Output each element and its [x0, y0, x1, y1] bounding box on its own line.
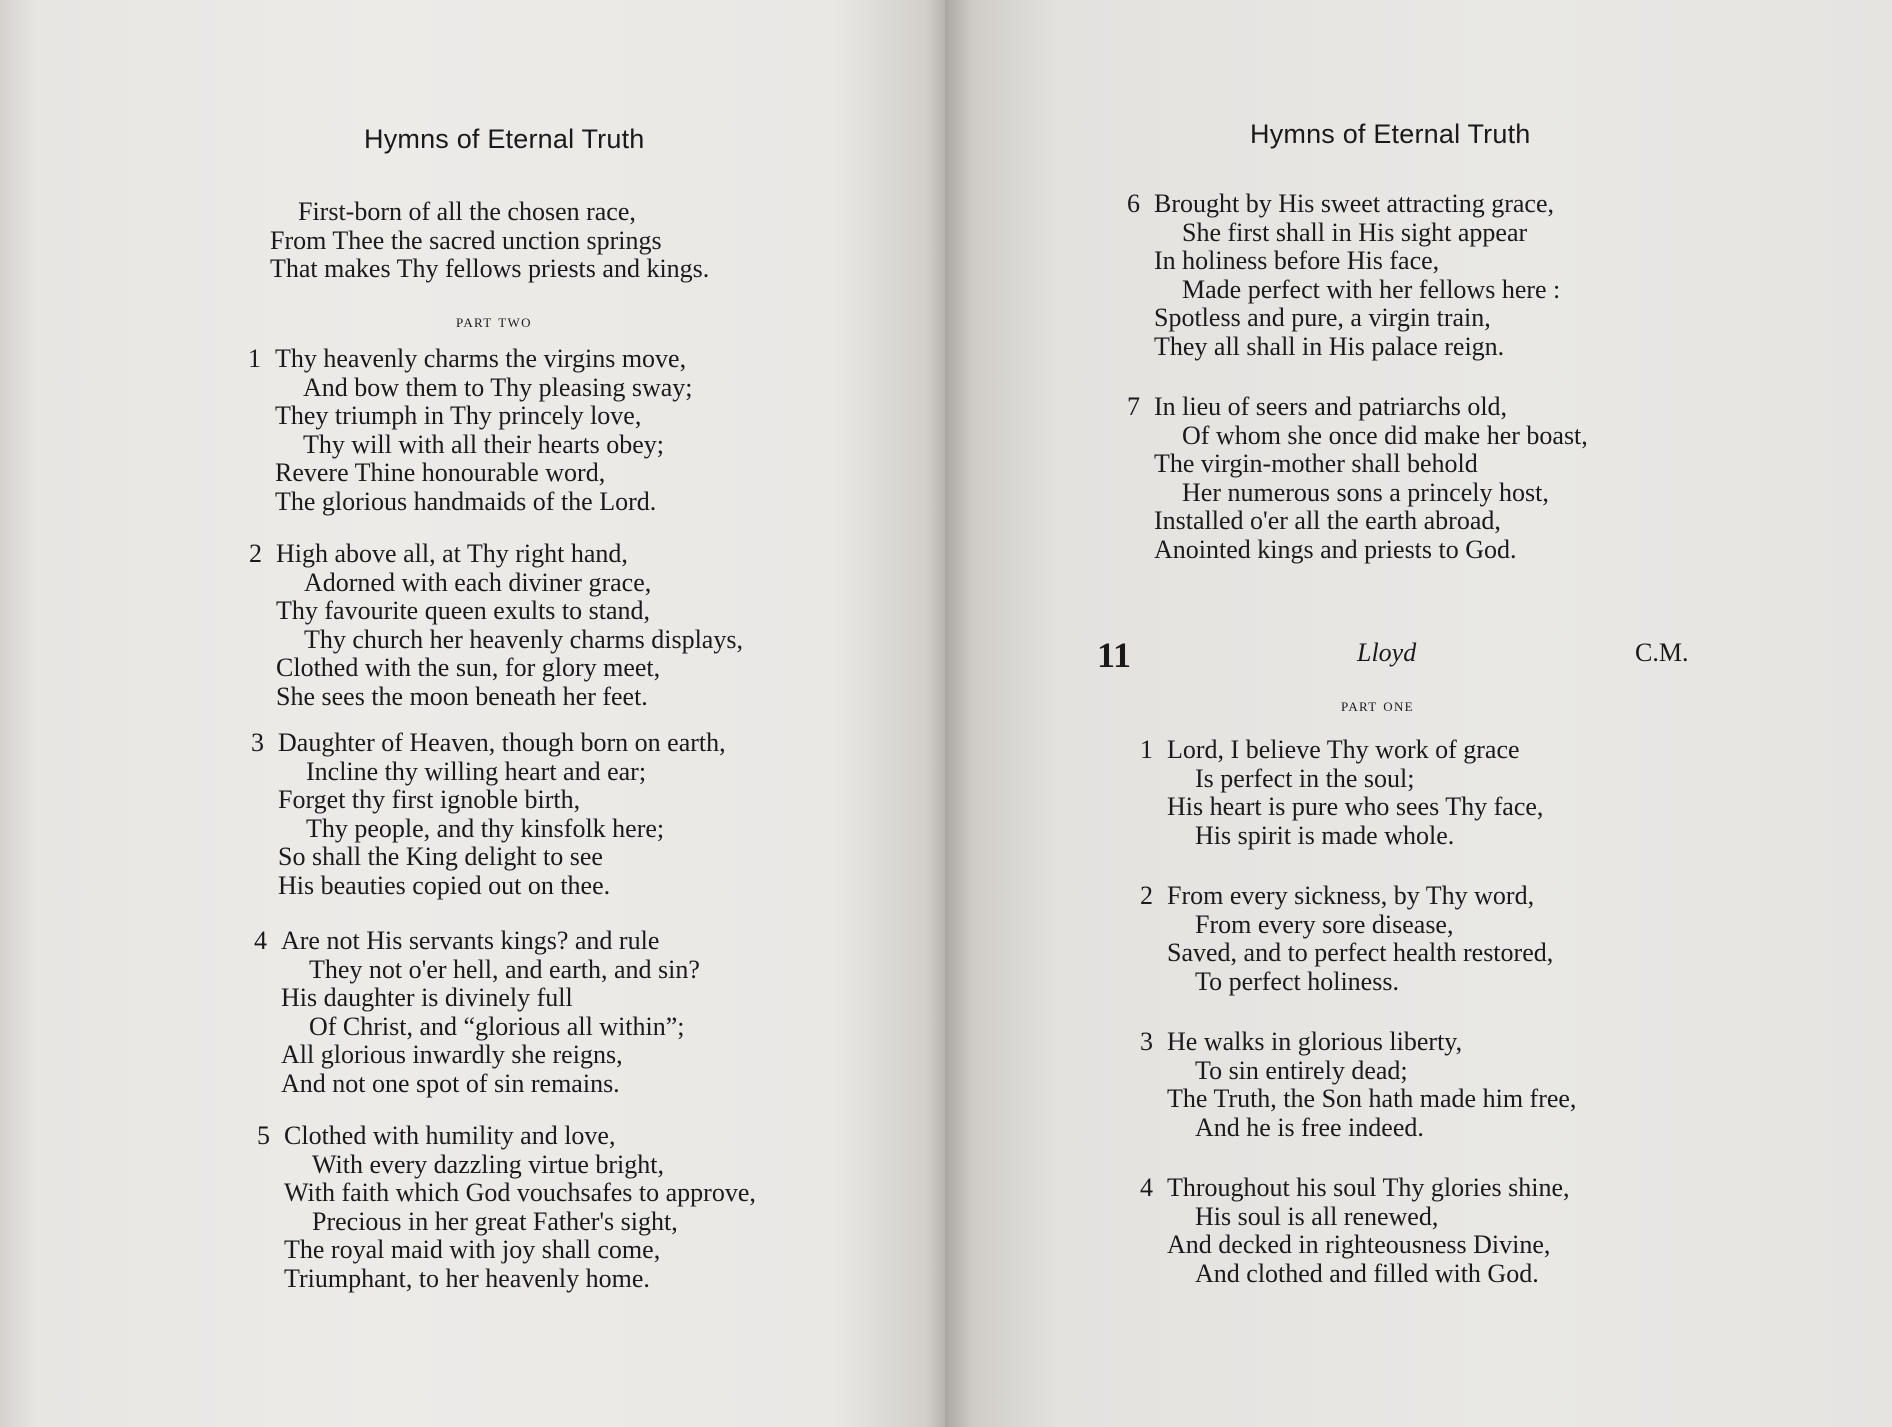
verse-line: His spirit is made whole. — [1195, 820, 1455, 850]
verse-number: 2 — [1140, 881, 1153, 910]
verse-line: She sees the moon beneath her feet. — [276, 681, 648, 711]
verse-number: 3 — [251, 728, 264, 757]
verse-line: Saved, and to perfect health restored, — [1167, 938, 1554, 967]
verse-line: In holiness before His face, — [1154, 246, 1440, 275]
verse-3 — [251, 728, 726, 900]
part-heading: part one — [1341, 695, 1414, 715]
verse-number: 4 — [1140, 1173, 1153, 1202]
verse-line: Thy will with all their hearts obey; — [303, 429, 665, 459]
verse-line: They all shall in His palace reign. — [1154, 331, 1505, 361]
hymn-11-verse-4 — [1140, 1173, 1570, 1288]
opening-stanza — [270, 198, 709, 284]
verse-5 — [257, 1121, 756, 1293]
hymn-11-verse-2 — [1140, 881, 1554, 996]
verse-line: 3 He walks in glorious liberty, — [1140, 1027, 1463, 1056]
verse-4 — [254, 926, 700, 1098]
hymn-11-verse-1 — [1140, 735, 1544, 850]
verse-number: 1 — [248, 344, 261, 373]
verse-line: 4 Are not His servants kings? and rule — [254, 926, 660, 955]
verse-line: 4 Throughout his soul Thy glories shine, — [1140, 1173, 1570, 1202]
hymn-11-verse-3 — [1140, 1027, 1577, 1142]
verse-line: With every dazzling virtue bright, — [312, 1149, 665, 1179]
verse-line: Adorned with each diviner grace, — [304, 567, 652, 597]
verse-line: 6 Brought by His sweet attracting grace, — [1127, 189, 1554, 218]
verse-line: And bow them to Thy pleasing sway; — [303, 372, 693, 402]
verse-line: Thy church her heavenly charms displays, — [304, 624, 743, 654]
verse-line: Thy people, and thy kinsfolk here; — [306, 813, 665, 843]
verse-line: Spotless and pure, a virgin train, — [1154, 303, 1491, 332]
verse-line: Triumphant, to her heavenly home. — [284, 1263, 650, 1293]
verse-line: To perfect holiness. — [1195, 966, 1399, 996]
verse-line: Is perfect in the soul; — [1195, 763, 1415, 793]
verse-line: His beauties copied out on thee. — [278, 870, 611, 900]
verse-line: Anointed kings and priests to God. — [1154, 534, 1517, 564]
verse-number: 1 — [1140, 735, 1153, 764]
left-page — [0, 0, 945, 1427]
verse-line: They not o'er hell, and earth, and sin? — [309, 954, 700, 984]
verse-line: All glorious inwardly she reigns, — [281, 1040, 623, 1069]
tune-name: Lloyd — [1357, 638, 1417, 667]
verse-line: 3 Daughter of Heaven, though born on earth, — [251, 728, 726, 757]
verse-line: The glorious handmaids of the Lord. — [275, 486, 657, 516]
verse-number: 5 — [257, 1121, 270, 1150]
verse-line: From Thee the sacred unction springs — [270, 225, 662, 255]
verse-line: To sin entirely dead; — [1195, 1055, 1408, 1085]
verse-line: With faith which God vouchsafes to approve, — [284, 1178, 756, 1207]
verse-number: 6 — [1127, 189, 1140, 218]
verse-line: The virgin-mother shall behold — [1154, 449, 1478, 478]
verse-2 — [249, 539, 743, 711]
verse-number: 4 — [254, 926, 267, 955]
right-page — [945, 0, 1892, 1427]
verse-number: 7 — [1127, 392, 1140, 421]
verse-line: His daughter is divinely full — [281, 983, 573, 1012]
verse-line: Forget thy first ignoble birth, — [278, 785, 581, 814]
verse-line: 2 From every sickness, by Thy word, — [1140, 881, 1535, 910]
metre: C.M. — [1635, 638, 1689, 667]
verse-line: Precious in her great Father's sight, — [312, 1206, 678, 1236]
verse-6 — [1127, 189, 1561, 361]
verse-line: That makes Thy fellows priests and kings. — [270, 254, 710, 283]
verse-line: Incline thy willing heart and ear; — [306, 756, 647, 786]
part-heading: part two — [456, 311, 532, 331]
verse-number: 3 — [1140, 1027, 1153, 1056]
running-head: Hymns of Eternal Truth — [364, 124, 645, 154]
verse-line: From every sore disease, — [1195, 909, 1454, 939]
verse-line: 1 Lord, I believe Thy work of grace — [1140, 735, 1520, 764]
verse-line: And clothed and filled with God. — [1195, 1258, 1539, 1288]
verse-7 — [1127, 392, 1588, 564]
verse-line: Her numerous sons a princely host, — [1182, 477, 1549, 507]
verse-line: The royal maid with joy shall come, — [284, 1235, 661, 1264]
verse-line: His soul is all renewed, — [1195, 1201, 1439, 1231]
verse-line: Thy favourite queen exults to stand, — [276, 596, 651, 625]
verse-line: And decked in righteousness Divine, — [1167, 1230, 1551, 1259]
verse-line: Revere Thine honourable word, — [275, 458, 606, 487]
verse-line: So shall the King delight to see — [278, 842, 603, 871]
verse-1 — [248, 344, 693, 516]
verse-line: 2 High above all, at Thy right hand, — [249, 539, 628, 568]
verse-line: 5 Clothed with humility and love, — [257, 1121, 616, 1150]
verse-line: 1 Thy heavenly charms the virgins move, — [248, 344, 687, 373]
verse-line: Clothed with the sun, for glory meet, — [276, 653, 661, 682]
verse-line: Of Christ, and “glorious all within”; — [309, 1011, 685, 1041]
verse-line: And he is free indeed. — [1195, 1112, 1424, 1142]
verse-line: The Truth, the Son hath made him free, — [1167, 1084, 1577, 1113]
verse-line: Made perfect with her fellows here : — [1182, 274, 1561, 304]
verse-line: They triumph in Thy princely love, — [275, 401, 642, 430]
verse-line: Installed o'er all the earth abroad, — [1154, 506, 1501, 535]
verse-line: 7 In lieu of seers and patriarchs old, — [1127, 392, 1508, 421]
verse-line: His heart is pure who sees Thy face, — [1167, 792, 1544, 821]
verse-line: She first shall in His sight appear — [1182, 217, 1528, 247]
running-head: Hymns of Eternal Truth — [1250, 119, 1531, 149]
verse-line: Of whom she once did make her boast, — [1182, 420, 1588, 450]
verse-line: First-born of all the chosen race, — [298, 197, 636, 226]
verse-line: And not one spot of sin remains. — [281, 1068, 620, 1098]
verse-number: 2 — [249, 539, 262, 568]
hymn-number: 11 — [1097, 635, 1132, 675]
